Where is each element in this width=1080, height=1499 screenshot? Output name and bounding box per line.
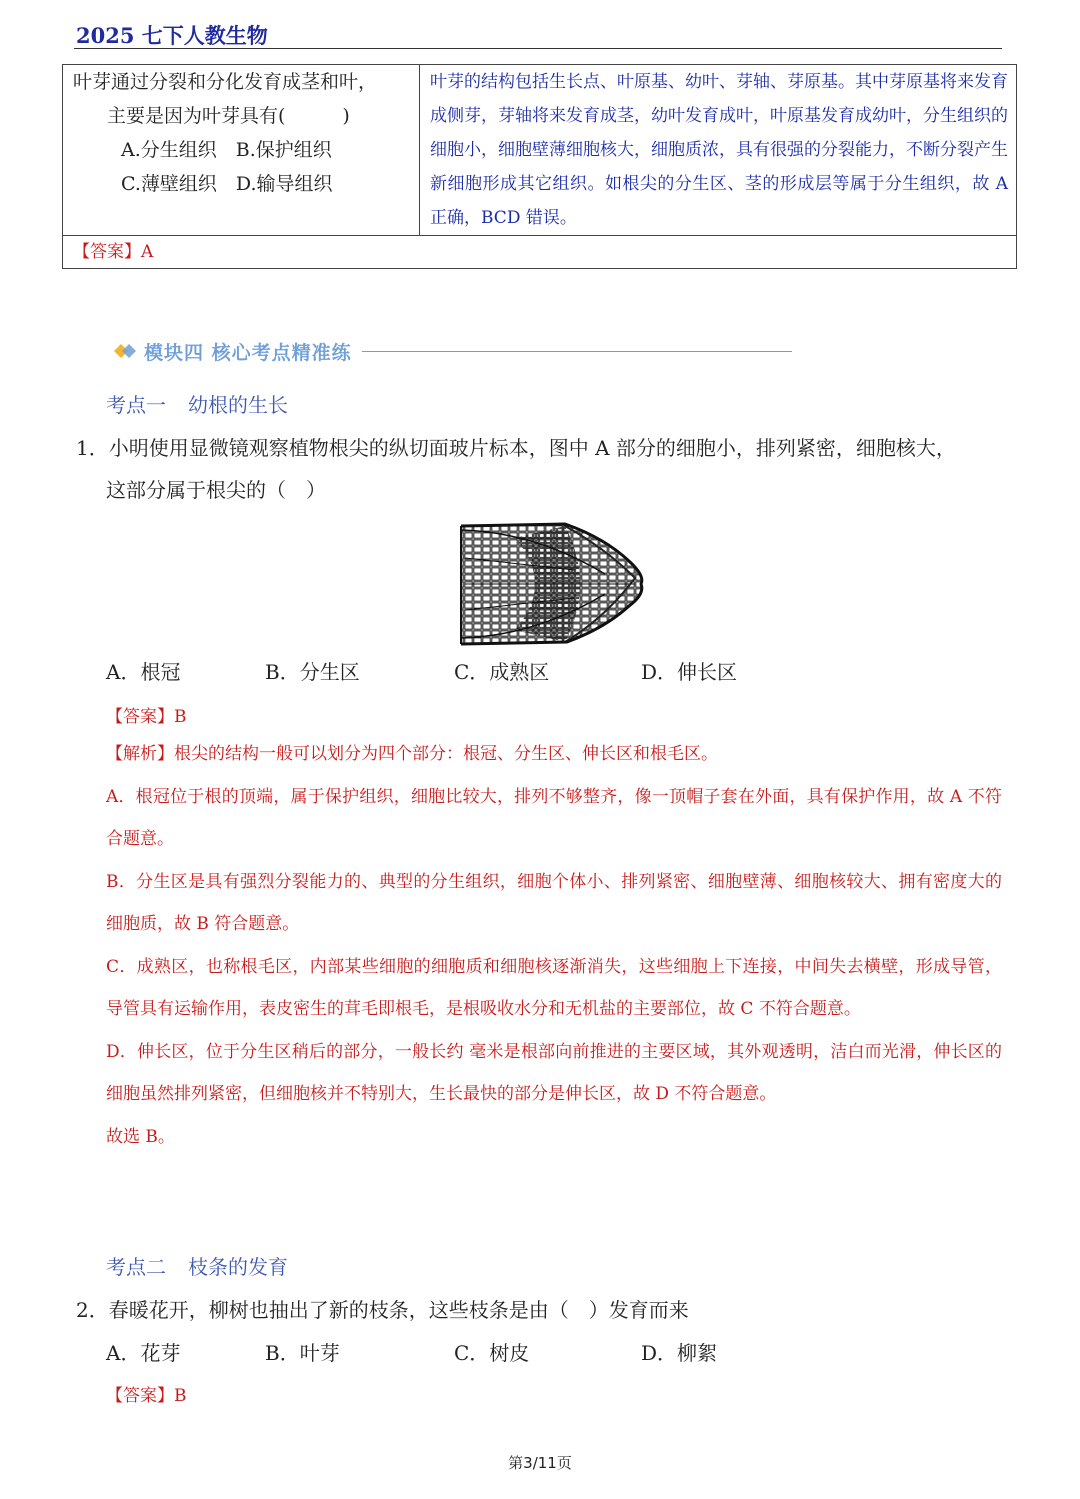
question-stem-line: 主要是因为叶芽具有( ) — [107, 105, 350, 127]
analysis-paragraph: D．伸长区，位于分生区稍后的部分，一般长约 毫米是根部向前推进的主要区域，其外观透明，洁白而光滑，伸长区的细胞虽然排列紧密，但细胞核并不特别大，生长最快的部分是伸长区，故 D 不符合题意。 — [106, 1041, 1002, 1104]
double-diamond-icon — [112, 340, 138, 362]
question-1-answer: 【答案】B — [106, 707, 187, 727]
point-heading — [106, 1251, 288, 1280]
analysis-paragraph: A．根冠位于根的顶端，属于保护组织，细胞比较大，排列不够整齐，像一顶帽子套在外面，具有保护作用，故 A 不符合题意。 — [106, 786, 1002, 849]
page-number: 第3/11页 — [508, 1454, 572, 1472]
question-1-analysis — [106, 733, 1002, 1158]
module-heading — [112, 336, 792, 366]
analysis-paragraph: 【解析】根尖的结构一般可以划分为四个部分：根冠、分生区、伸长区和根毛区。 — [106, 744, 718, 764]
answer-cell: 【答案】A — [63, 236, 1017, 269]
question-stem-line: 叶芽通过分裂和分化发育成茎和叶， — [73, 71, 378, 93]
question-2-options — [106, 1337, 806, 1367]
question-2-line: 2．春暖花开，柳树也抽出了新的枝条，这些枝条是由（ ）发育而来 — [76, 1298, 689, 1322]
option-b: B．分生区 — [265, 660, 360, 684]
option-a: A．根冠 — [106, 660, 181, 684]
point-label: 考点一 — [106, 393, 166, 417]
question-2-answer: 【答案】B — [106, 1386, 187, 1406]
option-b: B．叶芽 — [265, 1341, 340, 1365]
header-divider — [74, 48, 1002, 49]
question-1-line: 1．小明使用显微镜观察植物根尖的纵切面玻片标本，图中 A 部分的细胞小，排列紧密，细胞核大， — [76, 436, 956, 460]
question-cell — [63, 65, 420, 236]
options-row: C.薄壁组织 D.输导组织 — [121, 173, 333, 195]
option-c: C．树皮 — [454, 1341, 530, 1365]
point-heading — [106, 389, 288, 418]
analysis-paragraph: 故选 B。 — [106, 1126, 175, 1147]
analysis-paragraph: C．成熟区，也称根毛区，内部某些细胞的细胞质和细胞核逐渐消失，这些细胞上下连接，中间失去横壁，形成导管，导管具有运输作用，表皮密生的茸毛即根毛，是根吸收水分和无机盐的主要部位，故 C 不符合题意。 — [106, 956, 1002, 1019]
point-title: 枝条的发育 — [188, 1255, 288, 1279]
point-title: 幼根的生长 — [188, 393, 288, 417]
previous-question-table — [62, 64, 1017, 269]
options-row: A.分生组织 B.保护组织 — [121, 139, 332, 161]
document-header-title: 2025 七下人教生物 — [76, 23, 268, 48]
explanation-cell: 叶芽的结构包括生长点、叶原基、幼叶、芽轴、芽原基。其中芽原基将来发育成侧芽，芽轴将来发育成茎，幼叶发育成叶，叶原基发育成幼叶，分生组织的细胞小，细胞壁薄细胞核大，细胞质浓，具有很强的分裂能力，不断分裂产生新细胞形成其它组织。如根尖的分生区、茎的形成层等属于分生组织，故 A 正确，BCD 错误。 — [420, 65, 1017, 236]
option-d: D．伸长区 — [641, 660, 738, 684]
option-c: C．成熟区 — [454, 660, 550, 684]
point-label: 考点二 — [106, 1255, 166, 1279]
module-title: 模块四 核心考点精准练 — [144, 341, 352, 364]
question-1-options — [106, 656, 806, 686]
root-tip-micrograph — [455, 518, 650, 650]
analysis-paragraph: B．分生区是具有强烈分裂能力的、典型的分生组织，细胞个体小、排列紧密、细胞壁薄、细胞核较大、拥有密度大的细胞质，故 B 符合题意。 — [106, 871, 1002, 934]
module-rule — [362, 351, 792, 352]
question-1-line: 这部分属于根尖的（ ） — [106, 478, 326, 502]
option-d: D．柳絮 — [641, 1341, 718, 1365]
option-a: A．花芽 — [106, 1341, 181, 1365]
